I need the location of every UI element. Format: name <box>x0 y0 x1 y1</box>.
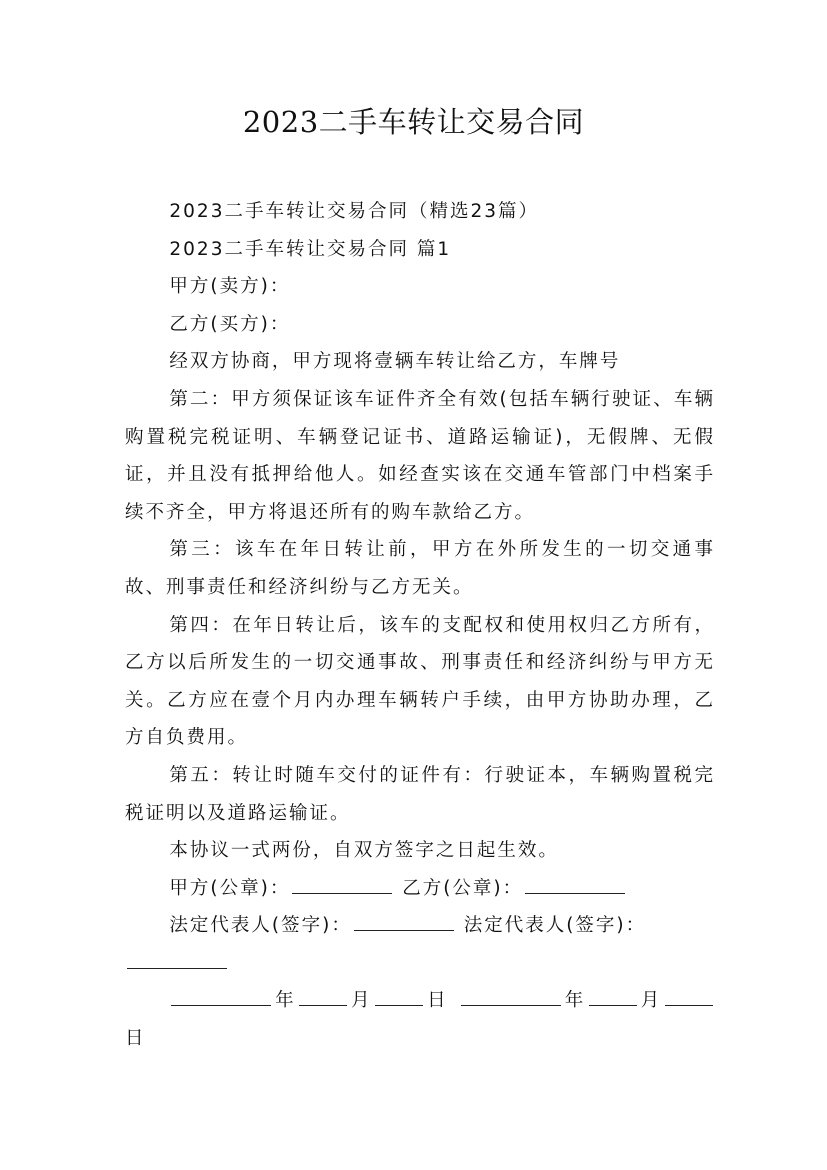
clause-3: 第三：该车在年日转让前，甲方在外所发生的一切交通事故、刑事责任和经济纠纷与乙方无关。 <box>125 539 715 598</box>
seal-a-blank <box>292 892 392 894</box>
representative-line <box>125 907 715 945</box>
rep-a-label: 法定代表人(签字)： <box>169 915 352 937</box>
party-a-line: 甲方(卖方)： <box>169 276 291 298</box>
date-b-month-blank <box>589 1004 637 1006</box>
date-a-month-blank <box>299 1004 347 1006</box>
seal-a-label: 甲方(公章)： <box>169 877 291 899</box>
subtitle: 2023二手车转让交易合同（精选23篇） <box>169 201 540 222</box>
clause-4: 第四：在年日转让后，该车的支配权和使用权归乙方所有，乙方以后所发生的一切交通事故、刑事责任和经济纠纷与甲方无关。乙方应在壹个月内办理车辆转户手续，由甲方协助办理，乙方自负费用。 <box>125 614 715 749</box>
date-b-year-blank <box>461 1004 561 1006</box>
clause-5: 第五：转让时随车交付的证件有：行驶证本，车辆购置税完税证明以及道路运输证。 <box>125 764 715 824</box>
date-a-day: 日 <box>425 990 450 1012</box>
rep-b-label: 法定代表人(签字)： <box>463 915 647 937</box>
intro-paragraph: 经双方协商，甲方现将壹辆车转让给乙方，车牌号 <box>169 351 621 373</box>
seal-b-blank <box>525 892 625 894</box>
date-b-year: 年 <box>562 990 587 1012</box>
party-b-line: 乙方(买方)： <box>169 313 291 335</box>
rep-b-blank <box>127 967 227 969</box>
date-b-month: 月 <box>638 990 663 1012</box>
date-a-year: 年 <box>273 990 298 1012</box>
seal-b-label: 乙方(公章)： <box>402 877 524 899</box>
date-a-day-blank <box>375 1004 423 1006</box>
date-b-day: 日 <box>125 1028 146 1050</box>
rep-a-blank <box>354 929 454 931</box>
date-b-day-blank <box>665 1004 713 1006</box>
clause-2: 第二：甲方须保证该车证件齐全有效(包括车辆行驶证、车辆购置税完税证明、车辆登记证书、道路运输证)，无假牌、无假证，并且没有抵押给他人。如经查实该在交通车管部门中档案手续不齐全，甲方将退还所有的购车款给乙方。 <box>125 388 715 523</box>
seal-line <box>125 870 715 908</box>
date-line <box>125 982 715 1057</box>
effect-paragraph: 本协议一式两份，自双方签字之日起生效。 <box>169 840 559 862</box>
date-a-month: 月 <box>349 990 374 1012</box>
section-heading: 2023二手车转让交易合同 篇1 <box>169 238 452 260</box>
document-title: 2023二手车转让交易合同 <box>242 105 585 139</box>
date-a-year-blank <box>171 1004 271 1006</box>
document-body <box>125 193 715 1058</box>
rep-b-blank-line <box>125 945 715 983</box>
